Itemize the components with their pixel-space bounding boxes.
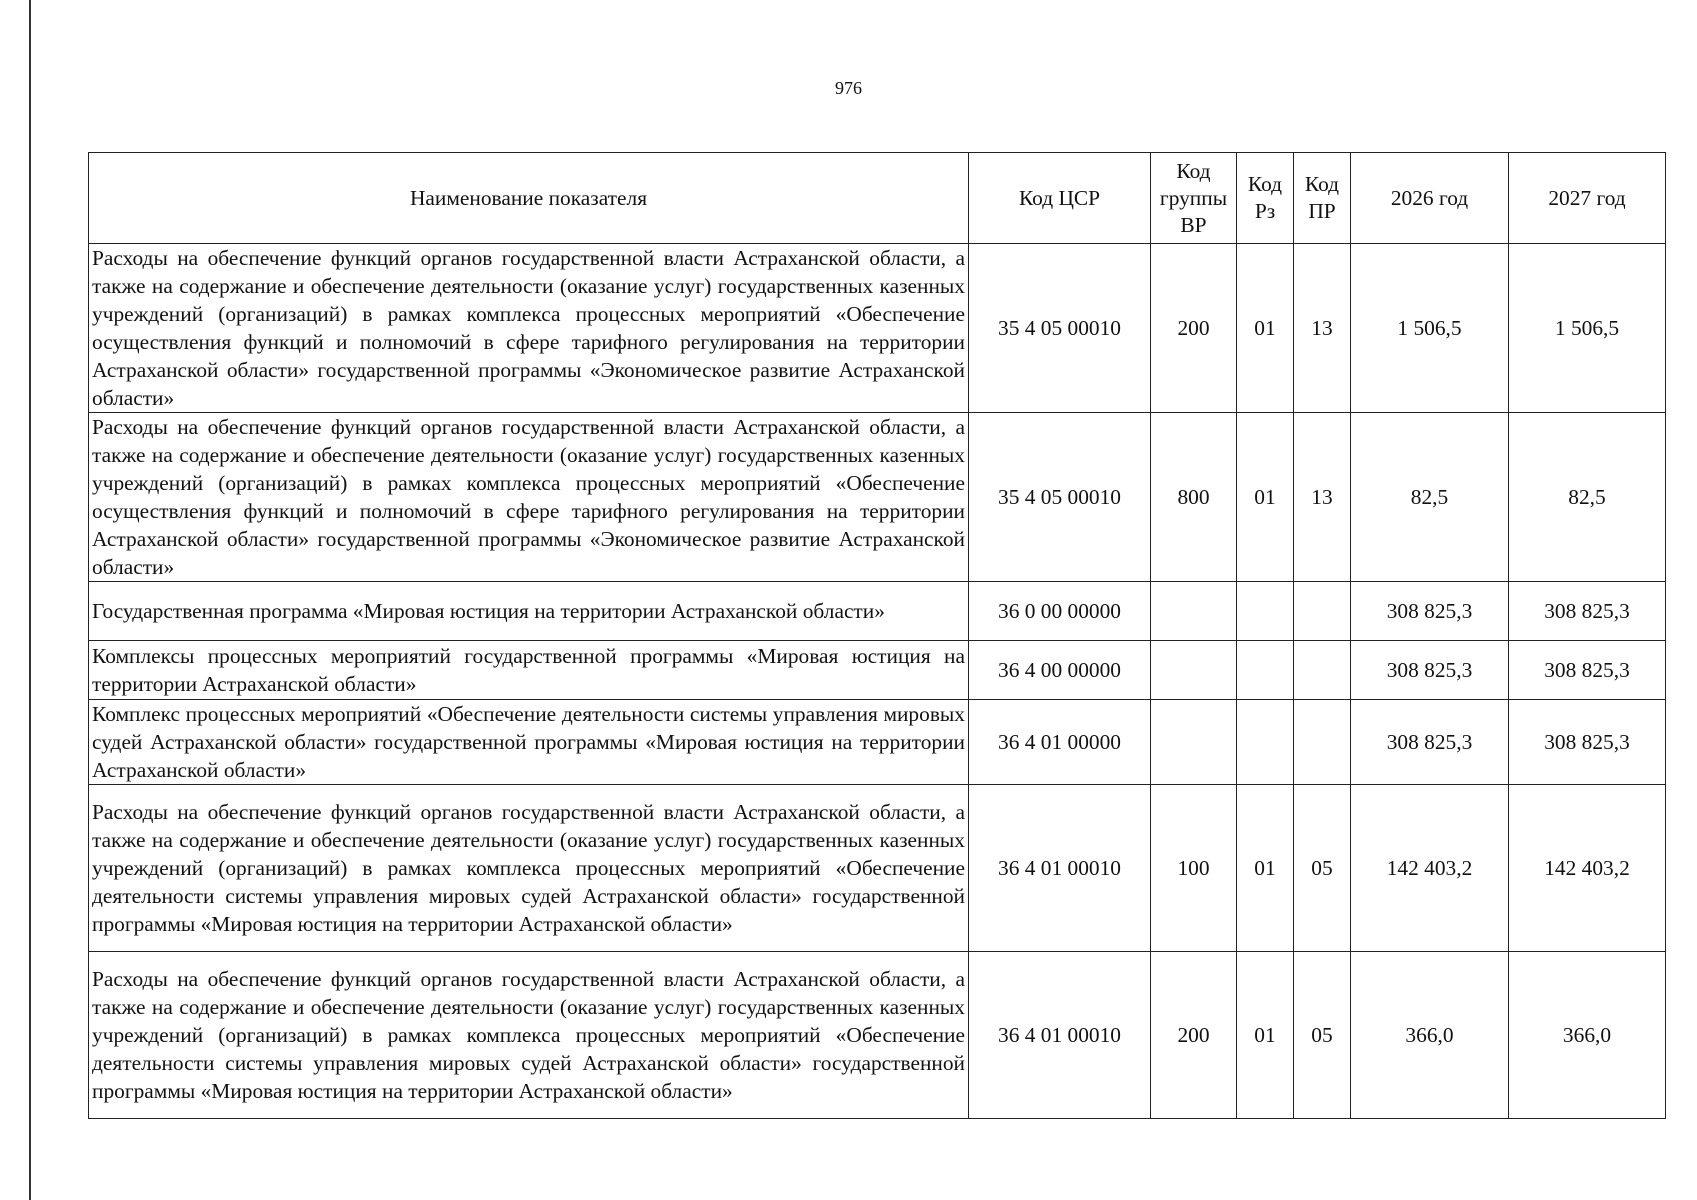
header-2027: 2027 год (1509, 153, 1666, 244)
cell-name: Комплекс процессных мероприятий «Обеспечение деятельности системы управления мировых судей Астраханской области» государственной программы «Мировая юстиция на территории Астраханской области» (89, 700, 969, 785)
cell-pr (1294, 641, 1351, 700)
cell-name: Комплексы процессных мероприятий государственной программы «Мировая юстиция на территории Астраханской области» (89, 641, 969, 700)
table-row (89, 700, 1666, 785)
cell-name: Расходы на обеспечение функций органов государственной власти Астраханской области, а также на содержание и обеспечение деятельности (оказание услуг) государственных казенных учреждений (организаций) в рамках комплекса процессных мероприятий «Обеспечение осуществления функций и полномочий в сфере тарифного регулирования на территории Астраханской области» государственной программы «Экономическое развитие Астраханской области» (89, 244, 969, 413)
cell-rz (1237, 582, 1294, 641)
cell-pr (1294, 700, 1351, 785)
table-row (89, 785, 1666, 952)
cell-rz (1237, 641, 1294, 700)
cell-name: Расходы на обеспечение функций органов государственной власти Астраханской области, а также на содержание и обеспечение деятельности (оказание услуг) государственных казенных учреждений (организаций) в рамках комплекса процессных мероприятий «Обеспечение деятельности системы управления мировых судей Астраханской области» государственной программы «Мировая юстиция на территории Астраханской области» (89, 952, 969, 1119)
table-header-row (89, 153, 1666, 244)
cell-rz: 01 (1237, 785, 1294, 952)
cell-2026: 1 506,5 (1351, 244, 1509, 413)
cell-name: Расходы на обеспечение функций органов государственной власти Астраханской области, а также на содержание и обеспечение деятельности (оказание услуг) государственных казенных учреждений (организаций) в рамках комплекса процессных мероприятий «Обеспечение деятельности системы управления мировых судей Астраханской области» государственной программы «Мировая юстиция на территории Астраханской области» (89, 785, 969, 952)
cell-csr: 35 4 05 00010 (969, 413, 1151, 582)
cell-pr: 13 (1294, 413, 1351, 582)
cell-2027: 308 825,3 (1509, 641, 1666, 700)
cell-vr: 200 (1151, 952, 1237, 1119)
cell-pr (1294, 582, 1351, 641)
cell-2027: 1 506,5 (1509, 244, 1666, 413)
cell-csr: 36 4 01 00010 (969, 952, 1151, 1119)
header-vr: Код группы ВР (1151, 153, 1237, 244)
cell-2026: 308 825,3 (1351, 700, 1509, 785)
header-2026: 2026 год (1351, 153, 1509, 244)
cell-2027: 308 825,3 (1509, 700, 1666, 785)
budget-table (88, 152, 1666, 1119)
cell-2027: 82,5 (1509, 413, 1666, 582)
cell-csr: 35 4 05 00010 (969, 244, 1151, 413)
cell-name: Расходы на обеспечение функций органов государственной власти Астраханской области, а также на содержание и обеспечение деятельности (оказание услуг) государственных казенных учреждений (организаций) в рамках комплекса процессных мероприятий «Обеспечение осуществления функций и полномочий в сфере тарифного регулирования на территории Астраханской области» государственной программы «Экономическое развитие Астраханской области» (89, 413, 969, 582)
cell-name: Государственная программа «Мировая юстиция на территории Астраханской области» (89, 582, 969, 641)
cell-csr: 36 4 00 00000 (969, 641, 1151, 700)
cell-2026: 82,5 (1351, 413, 1509, 582)
table-row (89, 952, 1666, 1119)
cell-csr: 36 0 00 00000 (969, 582, 1151, 641)
cell-2026: 308 825,3 (1351, 641, 1509, 700)
cell-vr (1151, 582, 1237, 641)
cell-2026: 366,0 (1351, 952, 1509, 1119)
table-row (89, 413, 1666, 582)
cell-2026: 142 403,2 (1351, 785, 1509, 952)
header-pr: Код ПР (1294, 153, 1351, 244)
cell-rz: 01 (1237, 952, 1294, 1119)
cell-pr: 05 (1294, 785, 1351, 952)
table-row (89, 244, 1666, 413)
table-row (89, 582, 1666, 641)
binding-margin-line (29, 0, 31, 1200)
cell-vr (1151, 641, 1237, 700)
cell-2026: 308 825,3 (1351, 582, 1509, 641)
page-number: 976 (835, 78, 862, 98)
cell-rz: 01 (1237, 413, 1294, 582)
cell-vr: 200 (1151, 244, 1237, 413)
header-name: Наименование показателя (89, 153, 969, 244)
cell-vr (1151, 700, 1237, 785)
cell-pr: 13 (1294, 244, 1351, 413)
cell-pr: 05 (1294, 952, 1351, 1119)
cell-csr: 36 4 01 00000 (969, 700, 1151, 785)
cell-rz (1237, 700, 1294, 785)
cell-vr: 800 (1151, 413, 1237, 582)
cell-vr: 100 (1151, 785, 1237, 952)
header-csr: Код ЦСР (969, 153, 1151, 244)
table-row (89, 641, 1666, 700)
header-rz: Код Рз (1237, 153, 1294, 244)
cell-2027: 308 825,3 (1509, 582, 1666, 641)
cell-2027: 142 403,2 (1509, 785, 1666, 952)
cell-csr: 36 4 01 00010 (969, 785, 1151, 952)
cell-rz: 01 (1237, 244, 1294, 413)
cell-2027: 366,0 (1509, 952, 1666, 1119)
